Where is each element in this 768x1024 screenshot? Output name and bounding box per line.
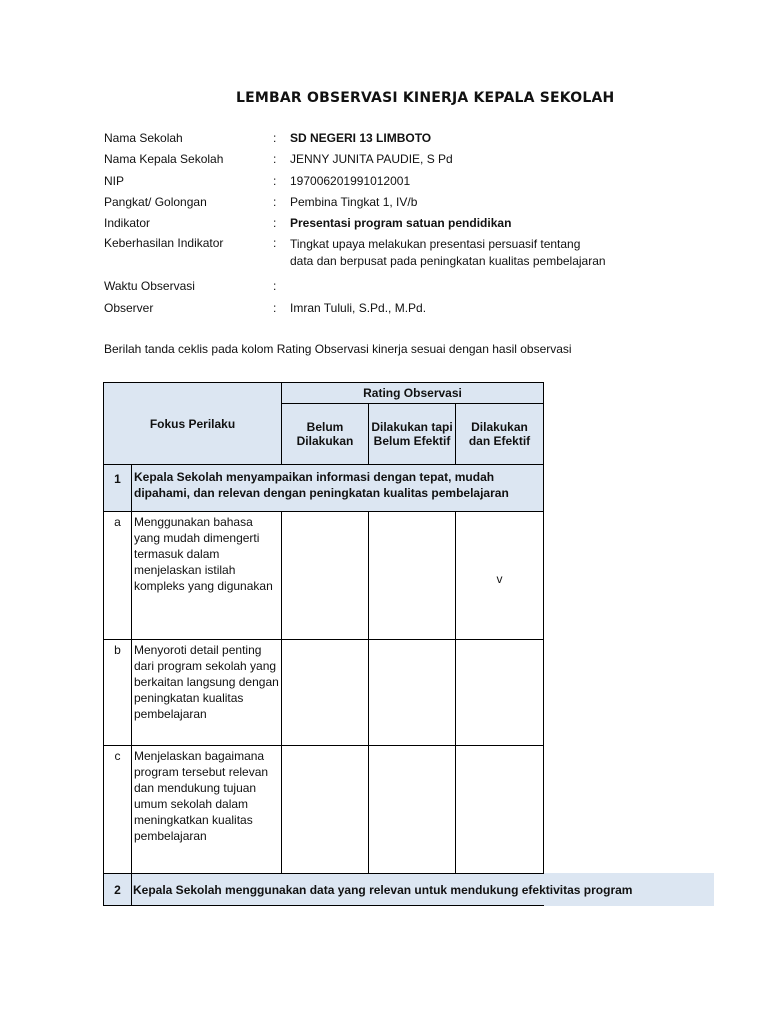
rating-cell-tapi[interactable] bbox=[368, 639, 456, 746]
info-value: Pembina Tingkat 1, IV/b bbox=[290, 195, 418, 209]
fokus-header: Fokus Perilaku bbox=[103, 382, 282, 465]
rating-cell-belum[interactable] bbox=[281, 511, 369, 640]
document-title: LEMBAR OBSERVASI KINERJA KEPALA SEKOLAH bbox=[236, 90, 615, 106]
rating-cell-belum[interactable] bbox=[281, 639, 369, 746]
info-label: Pangkat/ Golongan bbox=[104, 195, 207, 209]
info-label: Observer bbox=[104, 301, 154, 315]
section-title-cell bbox=[131, 464, 544, 512]
rating-cell-tapi[interactable] bbox=[368, 511, 456, 640]
info-label: Waktu Observasi bbox=[104, 279, 195, 293]
rating-col-line: dan Efektif bbox=[468, 434, 531, 448]
info-value: SD NEGERI 13 LIMBOTO bbox=[290, 131, 432, 145]
rating-col-line: Belum bbox=[306, 420, 344, 434]
info-label: Nama Sekolah bbox=[104, 131, 183, 145]
info-colon: : bbox=[273, 301, 277, 315]
info-colon: : bbox=[273, 236, 277, 250]
info-colon: : bbox=[273, 216, 277, 230]
rating-col-belum bbox=[281, 403, 369, 465]
info-colon: : bbox=[273, 174, 277, 188]
info-label: Indikator bbox=[104, 216, 151, 230]
check-mark: v bbox=[496, 571, 503, 586]
info-value: Presentasi program satuan pendidikan bbox=[290, 216, 512, 230]
rating-cell-belum[interactable] bbox=[281, 745, 369, 874]
info-value-line: Tingkat upaya melakukan presentasi persuasif tentang bbox=[290, 237, 581, 251]
section-title: Kepala Sekolah menggunakan data yang relevan untuk mendukung efektivitas program bbox=[133, 883, 633, 897]
item-text: Menjelaskan bagaimana program tersebut relevan dan mendukung tujuan umum sekolah dalam meningkatkan kualitas pembelajaran bbox=[131, 745, 282, 874]
item-letter: b bbox=[103, 639, 132, 746]
section-title-cell bbox=[131, 873, 633, 906]
item-letter: a bbox=[103, 511, 132, 640]
info-colon: : bbox=[273, 279, 277, 293]
rating-cell-efektif[interactable] bbox=[455, 511, 544, 640]
info-label: Keberhasilan Indikator bbox=[104, 236, 224, 250]
rating-col-tapi bbox=[368, 403, 456, 465]
info-colon: : bbox=[273, 152, 277, 166]
section-number-cell bbox=[103, 464, 132, 512]
info-value-line: data dan berpusat pada peningkatan kualitas pembelajaran bbox=[290, 254, 606, 268]
instruction-text: Berilah tanda ceklis pada kolom Rating Observasi kinerja sesuai dengan hasil observasi bbox=[104, 342, 572, 356]
rating-cell-efektif[interactable] bbox=[455, 745, 544, 874]
rating-col-line: Belum Efektif bbox=[373, 434, 451, 448]
section-title: Kepala Sekolah menyampaikan informasi dengan tepat, mudah dipahami, dan relevan dengan peningkatan kualitas pembelajaran bbox=[134, 470, 509, 500]
section-number: 1 bbox=[114, 472, 121, 486]
document-title-wrapper bbox=[0, 90, 768, 110]
info-value: JENNY JUNITA PAUDIE, S Pd bbox=[290, 152, 453, 166]
section-number: 2 bbox=[103, 873, 132, 906]
info-value: Imran Tululi, S.Pd., M.Pd. bbox=[290, 301, 427, 315]
item-letter: c bbox=[103, 745, 132, 874]
info-label: NIP bbox=[104, 174, 125, 188]
info-colon: : bbox=[273, 195, 277, 209]
item-text: Menyoroti detail penting dari program sekolah yang berkaitan langsung dengan peningkatan kualitas pembelajaran bbox=[131, 639, 282, 746]
rating-cell-tapi[interactable] bbox=[368, 745, 456, 874]
info-value: 197006201991012001 bbox=[290, 174, 411, 188]
rating-col-efektif bbox=[455, 403, 544, 465]
rating-col-line: Dilakukan bbox=[471, 420, 528, 434]
info-label: Nama Kepala Sekolah bbox=[104, 152, 224, 166]
info-colon: : bbox=[273, 131, 277, 145]
rating-col-line: Dilakukan bbox=[296, 434, 354, 448]
info-value bbox=[290, 236, 606, 270]
item-text: Menggunakan bahasa yang mudah dimengerti termasuk dalam menjelaskan istilah kompleks yang digunakan bbox=[131, 511, 282, 640]
rating-cell-efektif[interactable] bbox=[455, 639, 544, 746]
rating-col-line: Dilakukan tapi bbox=[371, 420, 453, 434]
rating-header: Rating Observasi bbox=[281, 382, 544, 404]
